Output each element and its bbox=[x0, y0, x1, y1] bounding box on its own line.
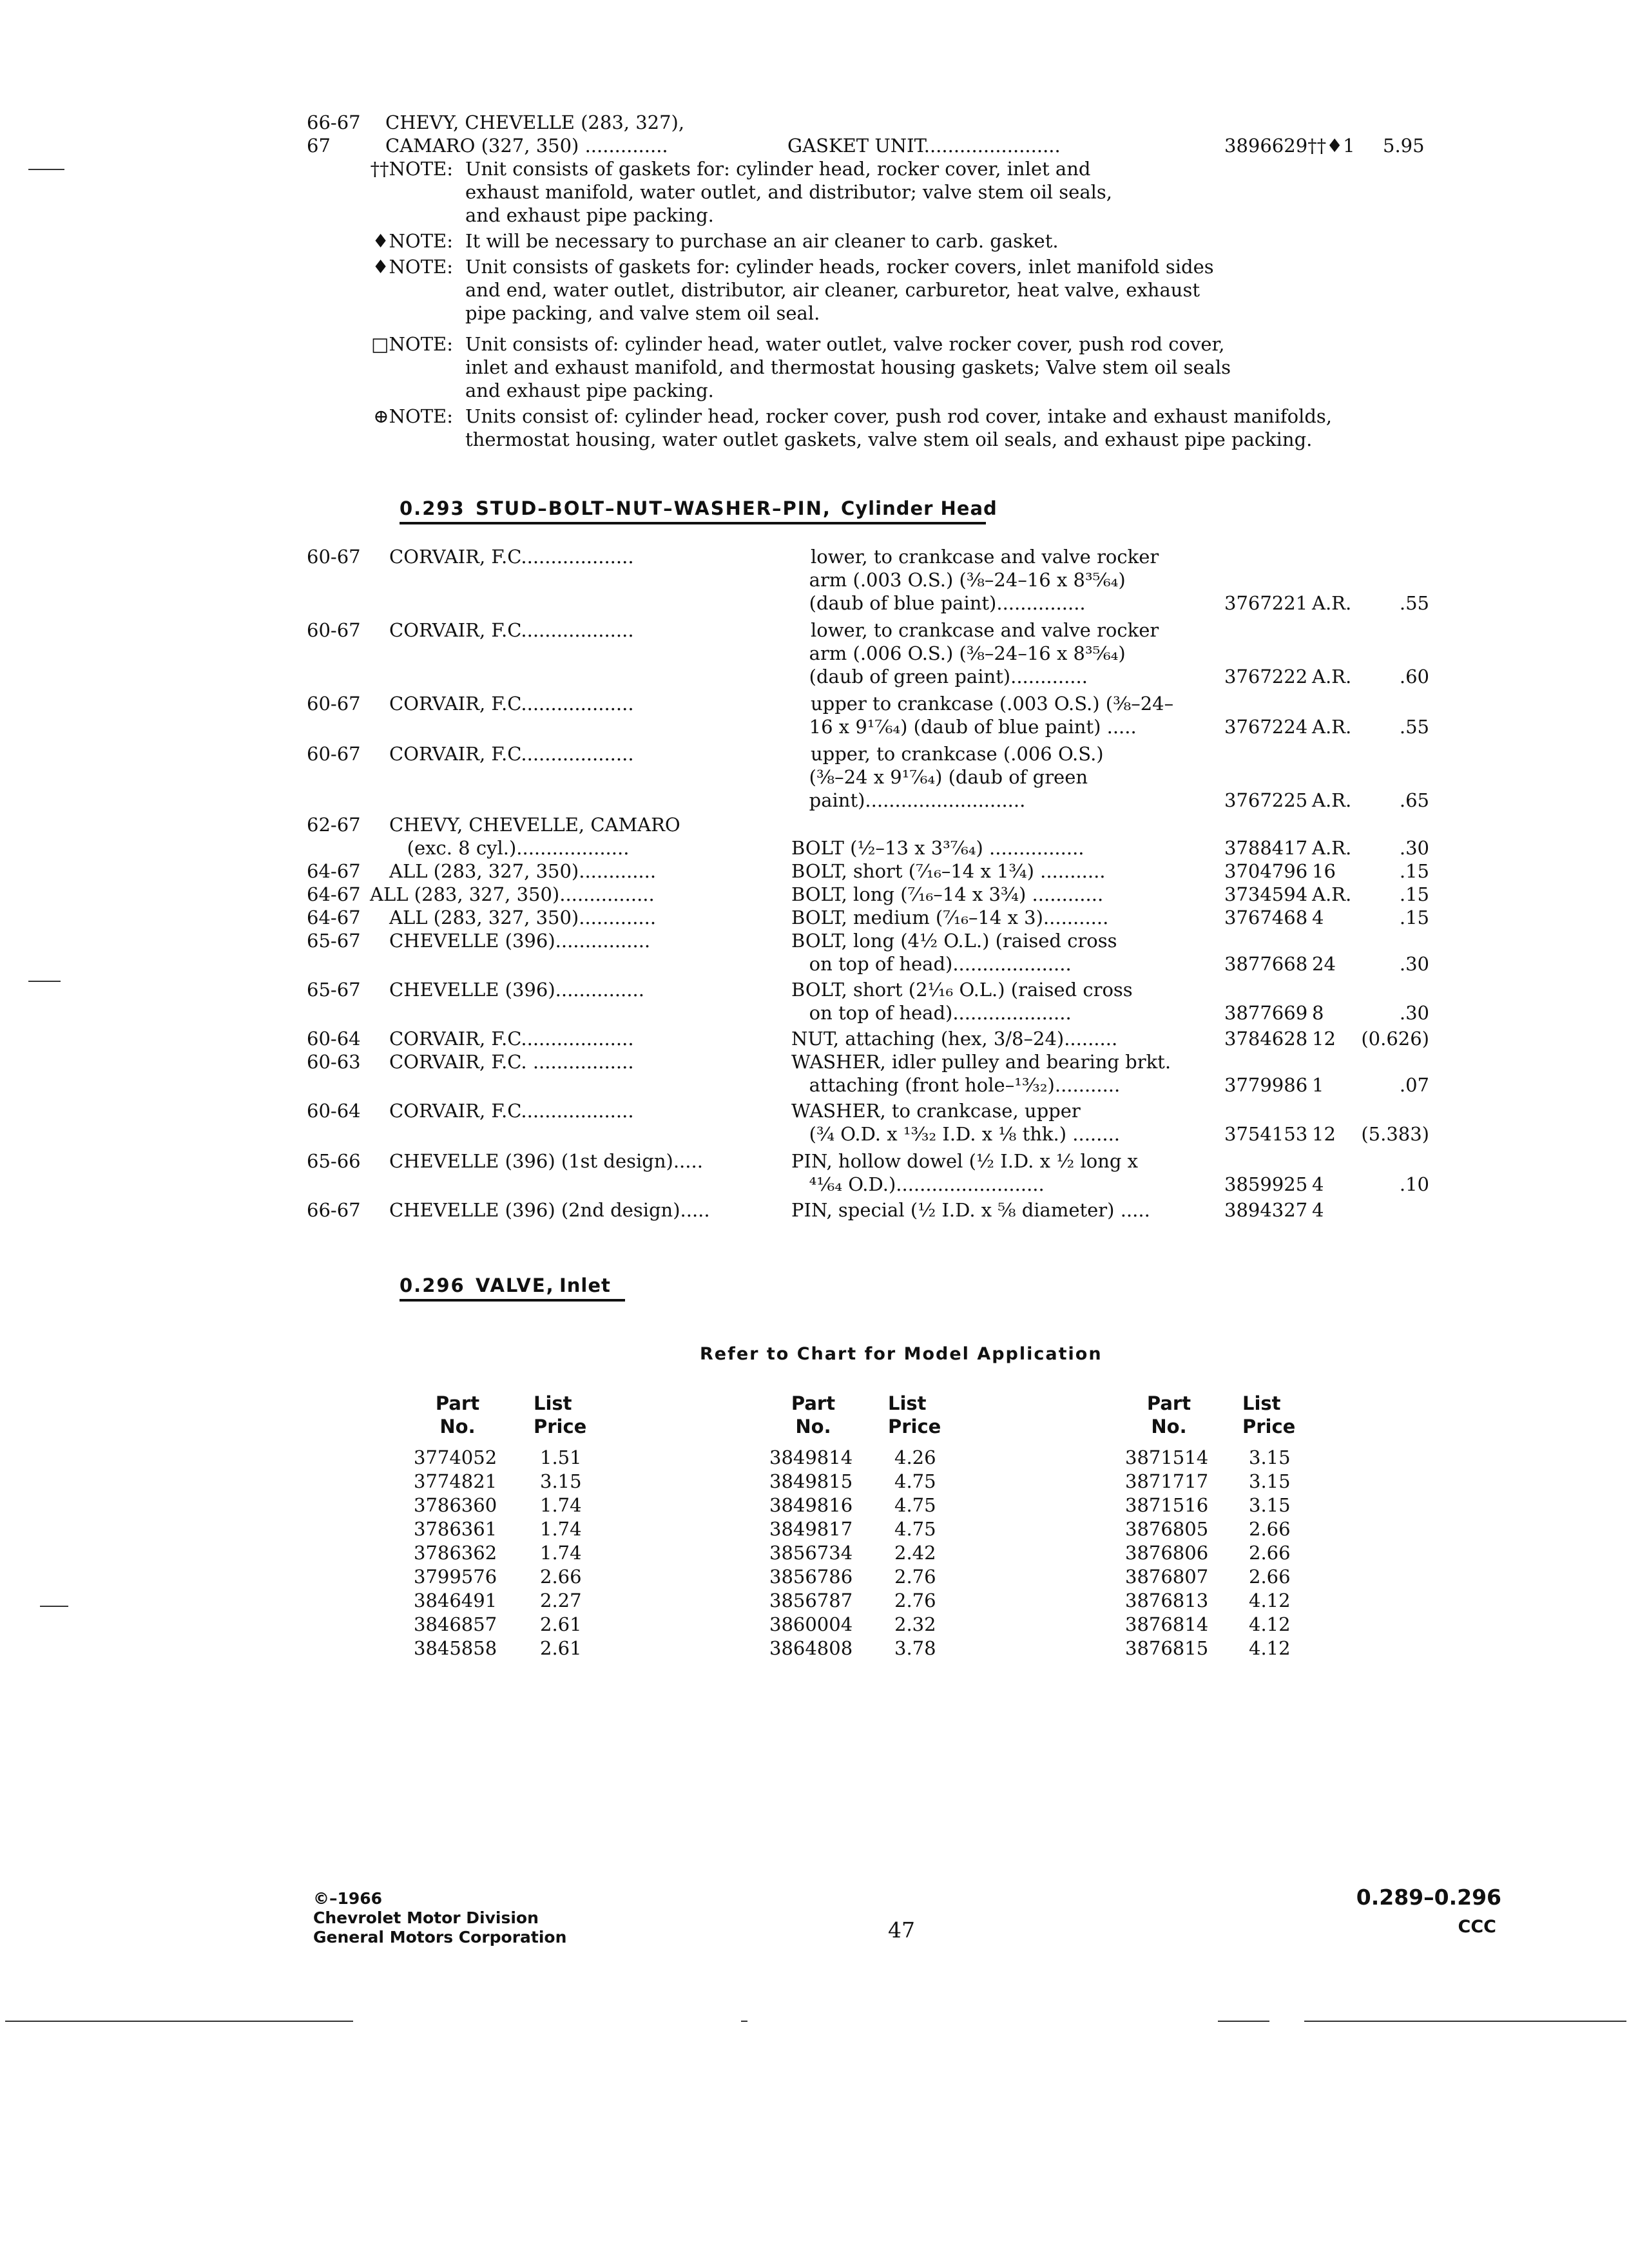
years-cell: 65-67 bbox=[307, 979, 361, 1001]
part-number-cell: 3849815 bbox=[769, 1470, 853, 1492]
column-header-part: Part bbox=[791, 1392, 836, 1414]
part-number-cell: 3849814 bbox=[769, 1446, 853, 1468]
column-header-price: List bbox=[534, 1392, 572, 1414]
model-cell: CHEVELLE (396)............... bbox=[389, 979, 644, 1001]
description-cell: PIN, special (½ I.D. x ⅝ diameter) ..... bbox=[791, 1199, 1150, 1221]
description-cell: WASHER, to crankcase, upper bbox=[791, 1100, 1081, 1122]
price-cell: 1.74 bbox=[540, 1542, 582, 1564]
price-cell: 2.76 bbox=[894, 1590, 936, 1611]
price-cell: 1.51 bbox=[540, 1446, 582, 1468]
section-underline bbox=[400, 1299, 625, 1302]
part-number-cell: 3894327 bbox=[1224, 1199, 1308, 1221]
page-range: 0.289–0.296 bbox=[1356, 1885, 1501, 1910]
years-cell: 62-67 bbox=[307, 814, 361, 836]
section-subtitle: Cylinder Head bbox=[841, 497, 998, 519]
years-cell: 60-67 bbox=[307, 743, 361, 765]
part-number-cell: 3846491 bbox=[414, 1590, 497, 1611]
part-number-cell: 3786362 bbox=[414, 1542, 497, 1564]
column-header-part: No. bbox=[1151, 1416, 1187, 1437]
quantity-cell: A.R. bbox=[1312, 716, 1352, 738]
part-number-cell: 3767222 bbox=[1224, 666, 1308, 687]
price-cell: .10 bbox=[1399, 1173, 1429, 1195]
description-cell: WASHER, idler pulley and bearing brkt. bbox=[791, 1051, 1171, 1073]
price-cell: .07 bbox=[1399, 1074, 1429, 1096]
note-text: pipe packing, and valve stem oil seal. bbox=[465, 302, 820, 324]
part-number-cell: 3767468 bbox=[1224, 907, 1308, 928]
note-text: Units consist of: cylinder head, rocker cover, push rod cover, intake and exhaust manifolds, bbox=[465, 405, 1333, 427]
column-header-price: Price bbox=[1242, 1416, 1296, 1437]
note-label: ††NOTE: bbox=[370, 158, 453, 180]
part-number-cell: 3786360 bbox=[414, 1494, 497, 1516]
model-cell: CHEVELLE (396) (2nd design)..... bbox=[389, 1199, 710, 1221]
price-cell: 1.74 bbox=[540, 1518, 582, 1540]
price-cell: .30 bbox=[1399, 953, 1429, 975]
part-number-cell: 3876813 bbox=[1125, 1590, 1209, 1611]
part-number-cell: 3849816 bbox=[769, 1494, 853, 1516]
part-number-cell: 3856787 bbox=[769, 1590, 853, 1611]
price-cell: 3.78 bbox=[894, 1637, 936, 1659]
part-number-cell: 3767225 bbox=[1224, 789, 1308, 811]
description-cell: upper, to crankcase (.006 O.S.) bbox=[811, 743, 1104, 765]
price-cell: 4.75 bbox=[894, 1518, 936, 1540]
description-cell: arm (.006 O.S.) (⅜–24–16 x 8³⁵⁄₆₄) bbox=[791, 642, 1126, 664]
price-cell: 2.66 bbox=[1249, 1542, 1291, 1564]
price-cell: 4.12 bbox=[1249, 1637, 1291, 1659]
description-cell: BOLT, medium (⁷⁄₁₆–14 x 3)........... bbox=[791, 907, 1109, 928]
price-cell: 2.66 bbox=[1249, 1566, 1291, 1588]
quantity-cell: 4 bbox=[1312, 1199, 1324, 1221]
quantity-cell: A.R. bbox=[1312, 592, 1352, 614]
column-header-part: No. bbox=[795, 1416, 831, 1437]
part-number-cell: 3859925 bbox=[1224, 1173, 1308, 1195]
price-cell: .55 bbox=[1399, 592, 1429, 614]
page-number: 47 bbox=[888, 1917, 915, 1943]
part-number-cell: 3896629††♦1 bbox=[1224, 135, 1355, 157]
model-cell: CHEVELLE (396)................ bbox=[389, 930, 651, 952]
scan-mark bbox=[1304, 2021, 1626, 2022]
model-cell: CHEVY, CHEVELLE (283, 327), bbox=[385, 111, 685, 133]
part-number-cell: 3774821 bbox=[414, 1470, 497, 1492]
note-label: ⊕NOTE: bbox=[373, 405, 453, 427]
part-number-cell: 3784628 bbox=[1224, 1028, 1308, 1050]
years-cell: 64-67 bbox=[307, 860, 361, 882]
price-cell: (0.626) bbox=[1361, 1028, 1429, 1050]
part-number-cell: 3871717 bbox=[1125, 1470, 1209, 1492]
description-cell: BOLT, short (2¹⁄₁₆ O.L.) (raised cross bbox=[791, 979, 1133, 1001]
price-cell: .15 bbox=[1399, 907, 1429, 928]
scan-mark bbox=[28, 981, 61, 982]
scan-mark bbox=[741, 2021, 747, 2022]
price-cell: .60 bbox=[1399, 666, 1429, 687]
quantity-cell: A.R. bbox=[1312, 837, 1352, 859]
quantity-cell: 12 bbox=[1312, 1028, 1336, 1050]
price-cell: .55 bbox=[1399, 716, 1429, 738]
section-title: VALVE, bbox=[476, 1274, 555, 1296]
price-cell: 2.66 bbox=[1249, 1518, 1291, 1540]
description-cell: attaching (front hole–¹³⁄₃₂)........... bbox=[791, 1074, 1121, 1096]
description-cell: lower, to crankcase and valve rocker bbox=[811, 546, 1159, 568]
price-cell: .65 bbox=[1399, 789, 1429, 811]
model-cell: CHEVY, CHEVELLE, CAMARO bbox=[389, 814, 680, 836]
note-text: and exhaust pipe packing. bbox=[465, 380, 714, 401]
years-cell: 65-66 bbox=[307, 1150, 361, 1172]
scan-mark bbox=[40, 1606, 68, 1607]
corporation-name: General Motors Corporation bbox=[313, 1928, 567, 1946]
model-cell: CORVAIR, F.C................... bbox=[389, 1100, 634, 1122]
part-number-cell: 3876815 bbox=[1125, 1637, 1209, 1659]
price-cell: 3.15 bbox=[540, 1470, 582, 1492]
part-number-cell: 3876814 bbox=[1125, 1613, 1209, 1635]
description-cell: arm (.003 O.S.) (⅜–24–16 x 8³⁵⁄₆₄) bbox=[791, 569, 1126, 591]
scan-mark bbox=[1218, 2021, 1269, 2022]
column-header-price: List bbox=[888, 1392, 927, 1414]
price-cell: 2.32 bbox=[894, 1613, 936, 1635]
part-number-cell: 3786361 bbox=[414, 1518, 497, 1540]
column-header-price: Price bbox=[534, 1416, 587, 1437]
model-cell: CORVAIR, F.C................... bbox=[389, 1028, 634, 1050]
note-label: ♦NOTE: bbox=[372, 256, 453, 278]
quantity-cell: 12 bbox=[1312, 1123, 1336, 1145]
part-number-cell: 3876807 bbox=[1125, 1566, 1209, 1588]
description-cell: ⁴¹⁄₆₄ O.D.)......................... bbox=[791, 1173, 1045, 1195]
price-cell: 4.12 bbox=[1249, 1613, 1291, 1635]
model-cell: CORVAIR, F.C. ................. bbox=[389, 1051, 634, 1073]
quantity-cell: 16 bbox=[1312, 860, 1336, 882]
years-cell: 64-67 bbox=[307, 907, 361, 928]
part-number-cell: 3767221 bbox=[1224, 592, 1308, 614]
copyright: ©–1966 bbox=[313, 1889, 383, 1908]
quantity-cell: A.R. bbox=[1312, 666, 1352, 687]
part-number-cell: 3856786 bbox=[769, 1566, 853, 1588]
description-cell: (daub of blue paint)............... bbox=[791, 592, 1086, 614]
refer-note: Refer to Chart for Model Application bbox=[700, 1344, 1103, 1364]
note-text: Unit consists of gaskets for: cylinder head, rocker cover, inlet and bbox=[465, 158, 1091, 180]
column-header-part: No. bbox=[439, 1416, 476, 1437]
section-title: STUD–BOLT–NUT–WASHER–PIN, bbox=[476, 497, 831, 519]
model-cell: CORVAIR, F.C................... bbox=[389, 619, 634, 641]
description-cell: GASKET UNIT....................... bbox=[787, 135, 1061, 157]
note-text: It will be necessary to purchase an air cleaner to carb. gasket. bbox=[465, 230, 1059, 252]
price-cell: (5.383) bbox=[1361, 1123, 1429, 1145]
quantity-cell: 4 bbox=[1312, 907, 1324, 928]
quantity-cell: A.R. bbox=[1312, 883, 1352, 905]
section-underline bbox=[400, 522, 986, 524]
section-number: 0.293 bbox=[400, 497, 465, 519]
quantity-cell: 1 bbox=[1312, 1074, 1324, 1096]
column-header-part: Part bbox=[1146, 1392, 1191, 1414]
price-cell: 3.15 bbox=[1249, 1494, 1291, 1516]
part-number-cell: 3845858 bbox=[414, 1637, 497, 1659]
years-cell: 60-64 bbox=[307, 1100, 361, 1122]
note-text: and exhaust pipe packing. bbox=[465, 204, 714, 226]
note-label: ♦NOTE: bbox=[372, 230, 453, 252]
note-text: inlet and exhaust manifold, and thermostat housing gaskets; Valve stem oil seals bbox=[465, 356, 1231, 378]
part-number-cell: 3871516 bbox=[1125, 1494, 1209, 1516]
description-cell: NUT, attaching (hex, 3/8–24)......... bbox=[791, 1028, 1118, 1050]
part-number-cell: 3877668 bbox=[1224, 953, 1308, 975]
part-number-cell: 3799576 bbox=[414, 1566, 497, 1588]
part-number-cell: 3849817 bbox=[769, 1518, 853, 1540]
price-cell: 4.26 bbox=[894, 1446, 936, 1468]
part-number-cell: 3876805 bbox=[1125, 1518, 1209, 1540]
division-name: Chevrolet Motor Division bbox=[313, 1908, 539, 1927]
quantity-cell: A.R. bbox=[1312, 789, 1352, 811]
note-text: and end, water outlet, distributor, air cleaner, carburetor, heat valve, exhaust bbox=[465, 279, 1200, 301]
column-header-price: Price bbox=[888, 1416, 941, 1437]
price-cell: .30 bbox=[1399, 1002, 1429, 1024]
part-number-cell: 3774052 bbox=[414, 1446, 497, 1468]
years-cell: 65-67 bbox=[307, 930, 361, 952]
description-cell: BOLT, long (4½ O.L.) (raised cross bbox=[791, 930, 1117, 952]
description-cell: lower, to crankcase and valve rocker bbox=[811, 619, 1159, 641]
note-text: thermostat housing, water outlet gaskets, valve stem oil seals, and exhaust pipe packing. bbox=[465, 428, 1313, 450]
column-header-part: Part bbox=[435, 1392, 480, 1414]
description-cell: PIN, hollow dowel (½ I.D. x ½ long x bbox=[791, 1150, 1139, 1172]
part-number-cell: 3860004 bbox=[769, 1613, 853, 1635]
price-cell: 4.75 bbox=[894, 1494, 936, 1516]
part-number-cell: 3779986 bbox=[1224, 1074, 1308, 1096]
years-cell: 67 bbox=[307, 135, 331, 157]
part-number-cell: 3734594 bbox=[1224, 883, 1308, 905]
description-cell: BOLT, long (⁷⁄₁₆–14 x 3¾) ............ bbox=[791, 883, 1104, 905]
note-text: Unit consists of gaskets for: cylinder heads, rocker covers, inlet manifold sides bbox=[465, 256, 1214, 278]
price-cell: .15 bbox=[1399, 860, 1429, 882]
model-cell: CAMARO (327, 350) .............. bbox=[385, 135, 668, 157]
description-cell: (¾ O.D. x ¹³⁄₃₂ I.D. x ⅛ thk.) ........ bbox=[791, 1123, 1121, 1145]
model-cell: CORVAIR, F.C................... bbox=[389, 546, 634, 568]
quantity-cell: 4 bbox=[1312, 1173, 1324, 1195]
price-cell: 4.12 bbox=[1249, 1590, 1291, 1611]
section-subtitle: Inlet bbox=[559, 1274, 611, 1296]
part-number-cell: 3846857 bbox=[414, 1613, 497, 1635]
part-number-cell: 3871514 bbox=[1125, 1446, 1209, 1468]
price-cell: 2.27 bbox=[540, 1590, 582, 1611]
years-cell: 64-67 bbox=[307, 883, 361, 905]
model-cell: CHEVELLE (396) (1st design)..... bbox=[389, 1150, 703, 1172]
years-cell: 60-67 bbox=[307, 619, 361, 641]
quantity-cell: 24 bbox=[1312, 953, 1336, 975]
price-cell: 3.15 bbox=[1249, 1446, 1291, 1468]
scan-mark bbox=[28, 169, 64, 170]
part-number-cell: 3864808 bbox=[769, 1637, 853, 1659]
years-cell: 60-63 bbox=[307, 1051, 361, 1073]
part-number-cell: 3877669 bbox=[1224, 1002, 1308, 1024]
years-cell: 60-64 bbox=[307, 1028, 361, 1050]
part-number-cell: 3788417 bbox=[1224, 837, 1308, 859]
model-cell: CORVAIR, F.C................... bbox=[389, 693, 634, 715]
price-cell: .30 bbox=[1399, 837, 1429, 859]
model-cell: ALL (283, 327, 350)................ bbox=[370, 883, 655, 905]
price-cell: 2.66 bbox=[540, 1566, 582, 1588]
description-cell: BOLT (½–13 x 3³⁷⁄₆₄) ................ bbox=[791, 837, 1084, 859]
description-cell: 16 x 9¹⁷⁄₆₄) (daub of blue paint) ..... bbox=[791, 716, 1137, 738]
description-cell: on top of head).................... bbox=[791, 953, 1072, 975]
part-number-cell: 3876806 bbox=[1125, 1542, 1209, 1564]
years-cell: 60-67 bbox=[307, 693, 361, 715]
price-cell: 4.75 bbox=[894, 1470, 936, 1492]
model-cell: ALL (283, 327, 350)............. bbox=[389, 860, 657, 882]
description-cell: (⅜–24 x 9¹⁷⁄₆₄) (daub of green bbox=[791, 766, 1088, 788]
section-number: 0.296 bbox=[400, 1274, 465, 1296]
price-cell: 2.61 bbox=[540, 1613, 582, 1635]
note-text: Unit consists of: cylinder head, water outlet, valve rocker cover, push rod cover, bbox=[465, 333, 1225, 355]
description-cell: paint)........................... bbox=[791, 789, 1026, 811]
price-cell: 2.42 bbox=[894, 1542, 936, 1564]
description-cell: BOLT, short (⁷⁄₁₆–14 x 1¾) ........... bbox=[791, 860, 1106, 882]
model-cell: CORVAIR, F.C................... bbox=[389, 743, 634, 765]
model-cell: (exc. 8 cyl.)................... bbox=[389, 837, 630, 859]
description-cell: on top of head).................... bbox=[791, 1002, 1072, 1024]
part-number-cell: 3704796 bbox=[1224, 860, 1308, 882]
note-text: exhaust manifold, water outlet, and distributor; valve stem oil seals, bbox=[465, 181, 1112, 203]
price-cell: 3.15 bbox=[1249, 1470, 1291, 1492]
price-cell: 1.74 bbox=[540, 1494, 582, 1516]
price-cell: 5.95 bbox=[1383, 135, 1425, 157]
column-header-price: List bbox=[1242, 1392, 1281, 1414]
description-cell: upper to crankcase (.003 O.S.) (⅜–24– bbox=[811, 693, 1174, 715]
model-cell: ALL (283, 327, 350)............. bbox=[389, 907, 657, 928]
part-number-cell: 3856734 bbox=[769, 1542, 853, 1564]
part-number-cell: 3754153 bbox=[1224, 1123, 1308, 1145]
years-cell: 66-67 bbox=[307, 1199, 361, 1221]
note-label: □NOTE: bbox=[371, 333, 453, 355]
price-cell: 2.76 bbox=[894, 1566, 936, 1588]
price-cell: 2.61 bbox=[540, 1637, 582, 1659]
scan-mark bbox=[5, 2021, 353, 2022]
years-cell: 60-67 bbox=[307, 546, 361, 568]
years-cell: 66-67 bbox=[307, 111, 361, 133]
price-cell: .15 bbox=[1399, 883, 1429, 905]
quantity-cell: 8 bbox=[1312, 1002, 1324, 1024]
description-cell: (daub of green paint)............. bbox=[791, 666, 1088, 687]
part-number-cell: 3767224 bbox=[1224, 716, 1308, 738]
page-code: CCC bbox=[1458, 1917, 1496, 1937]
